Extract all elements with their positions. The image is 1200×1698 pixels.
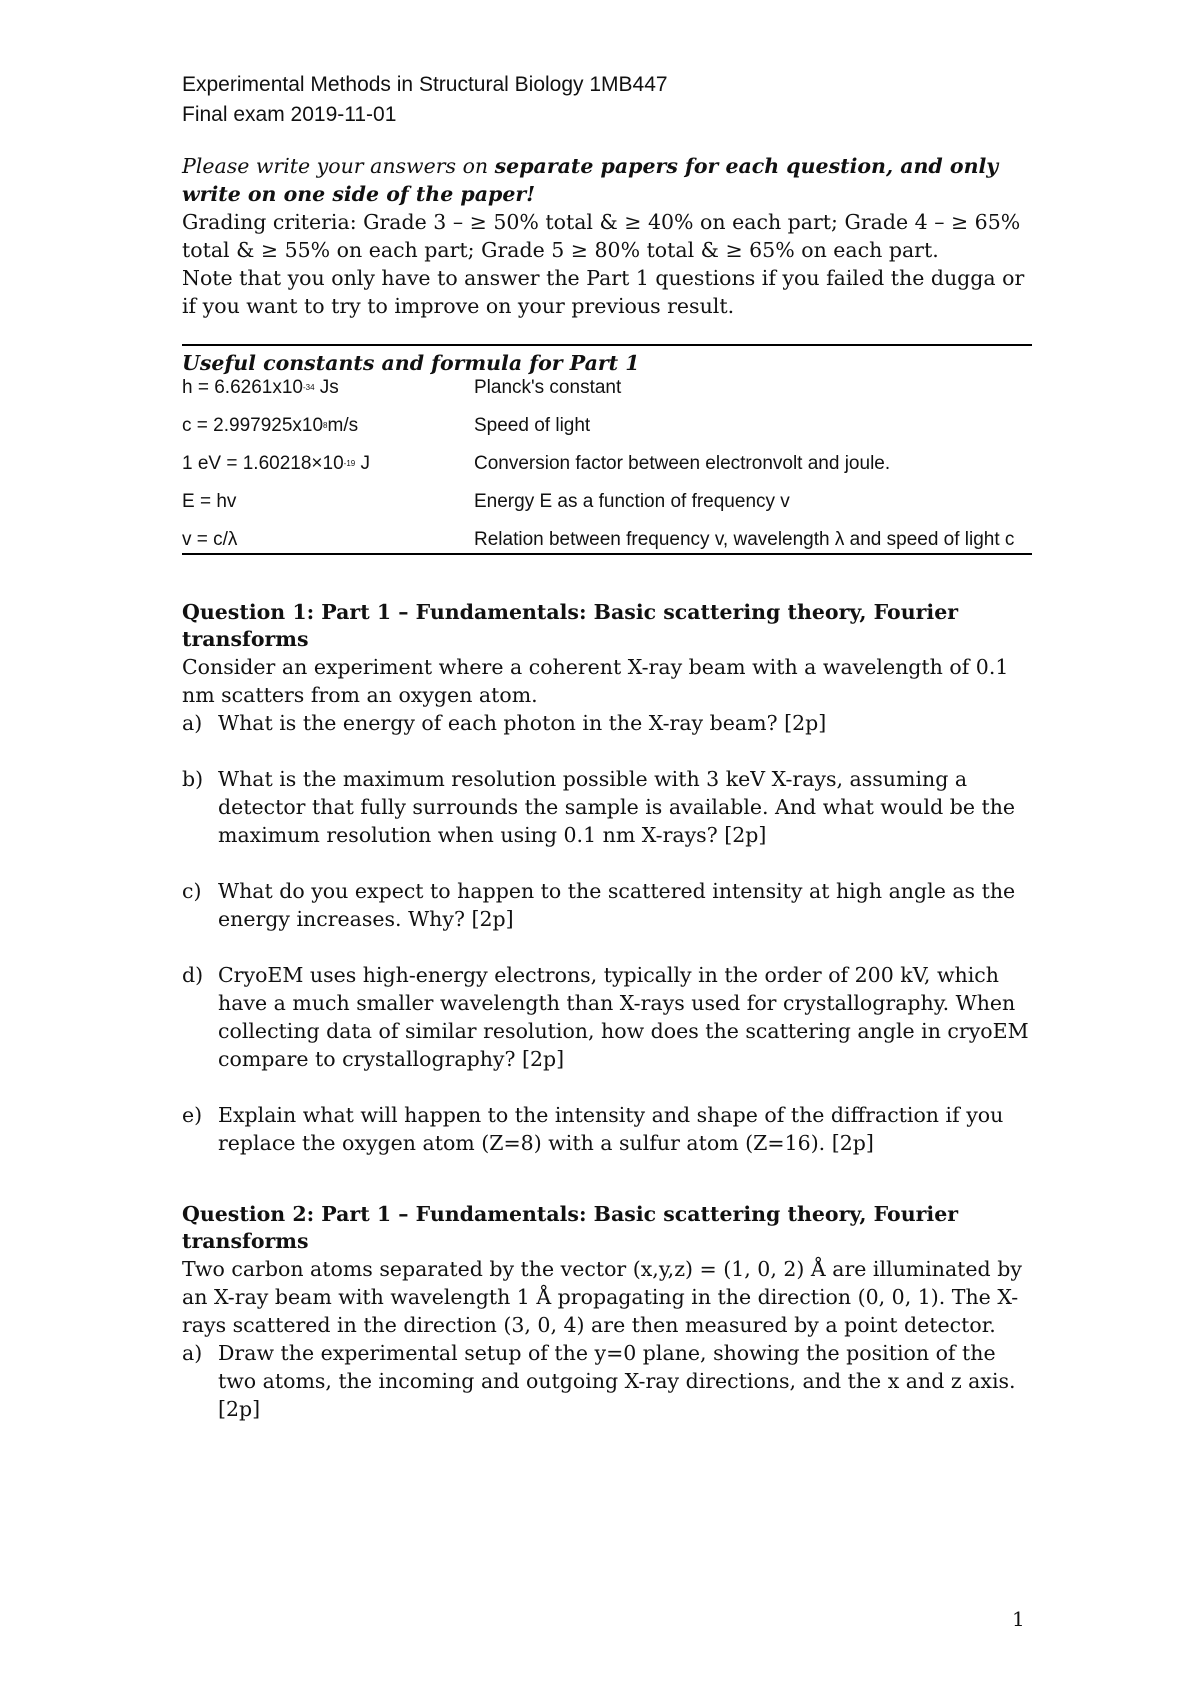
constant-formula: $h = 6.6261x10^{-34}$ Js [182, 377, 339, 398]
constant-description: Planck's constant [474, 377, 622, 398]
instructions [182, 152, 1032, 208]
constants-row [182, 528, 1032, 551]
constants-table-title: Useful constants and formula for Part 1 [182, 351, 640, 375]
question-item: a) What is the energy of each photon in the X-ray beam? [2p] [182, 711, 827, 735]
course-title: Experimental Methods in Structural Biology 1MB447 [182, 73, 668, 96]
constants-table [182, 344, 1032, 555]
question-item: e) Explain what will happen to the intensity and shape of the diffraction if you replace the oxygen atom (Z=8) with a sulfur atom (Z=16). [2p] [182, 1103, 1004, 1155]
question-item: d) CryoEM uses high-energy electrons, typically in the order of 200 kV, which have a much smaller wavelength than X-rays used for crystallography. When collecting data of similar resolution, how does the scattering angle in cryoEM compare to crystallography? [2p] [182, 963, 1029, 1071]
constants-row [182, 414, 1032, 437]
constant-description: Speed of light [474, 415, 591, 436]
question-title: Question 1: Part 1 – Fundamentals: Basic scattering theory, Fourier transforms [182, 600, 959, 651]
question-item: b) What is the maximum resolution possible with 3 keV X-rays, assuming a detector that fully surrounds the sample is available. And what would be the maximum resolution when using 0.1 nm X-rays? [2p] [182, 767, 1016, 847]
question-items [182, 709, 1032, 1157]
note-paragraph: Note that you only have to answer the Part 1 questions if you failed the dugga or if you want to try to improve on your previous result. [182, 266, 1025, 318]
grading-criteria: Grading criteria: Grade 3 – ≥ 50% total & ≥ 40% on each part; Grade 4 – ≥ 65% total & ≥ 55% on each part; Grade 5 ≥ 80% total & ≥ 65% on each part. [182, 210, 1021, 262]
constant-formula: E = hv [182, 491, 237, 512]
question-1 [182, 599, 1032, 1157]
constant-description: Energy E as a function of frequency v [474, 491, 790, 512]
constants-row [182, 490, 1032, 513]
constant-formula: $c = 2.997925x10^8m/s$ [182, 415, 359, 436]
instructions-part2: separate papers for each question, and only write on one side of the paper! [182, 154, 999, 206]
page-number: 1 [1012, 1607, 1025, 1631]
constant-description: Relation between frequency v, wavelength λ and speed of light c [474, 529, 1015, 550]
constants-row [182, 376, 1032, 399]
instructions-part1: Please write your answers on [182, 154, 495, 178]
constant-formula: v = c/λ [182, 529, 238, 550]
exam-date: Final exam 2019-11-01 [182, 103, 397, 126]
constant-formula: 1 eV = $1.60218\times 10^{-19}$ J [182, 453, 370, 474]
document-header [182, 70, 1032, 130]
question-items [182, 1339, 1032, 1423]
question-intro: Consider an experiment where a coherent X-ray beam with a wavelength of 0.1 nm scatters from an oxygen atom. [182, 655, 1009, 707]
question-item: c) What do you expect to happen to the scattered intensity at high angle as the energy increases. Why? [2p] [182, 879, 1016, 931]
constants-row [182, 452, 1032, 475]
question-2 [182, 1201, 1032, 1423]
page-content [182, 70, 1032, 1423]
question-title: Question 2: Part 1 – Fundamentals: Basic scattering theory, Fourier transforms [182, 1202, 959, 1253]
question-intro: Two carbon atoms separated by the vector (x,y,z) = (1, 0, 2) Å are illuminated by an X-ray beam with wavelength 1 Å propagating in the direction (0, 0, 1). The X-rays scattered in the direction (3, 0, 4) are then measured by a point detector. [182, 1257, 1022, 1337]
constant-description: Conversion factor between electronvolt and joule. [474, 453, 891, 474]
question-item: a) Draw the experimental setup of the y=0 plane, showing the position of the two atoms, the incoming and outgoing X-ray directions, and the x and z axis. [2p] [182, 1341, 1016, 1421]
